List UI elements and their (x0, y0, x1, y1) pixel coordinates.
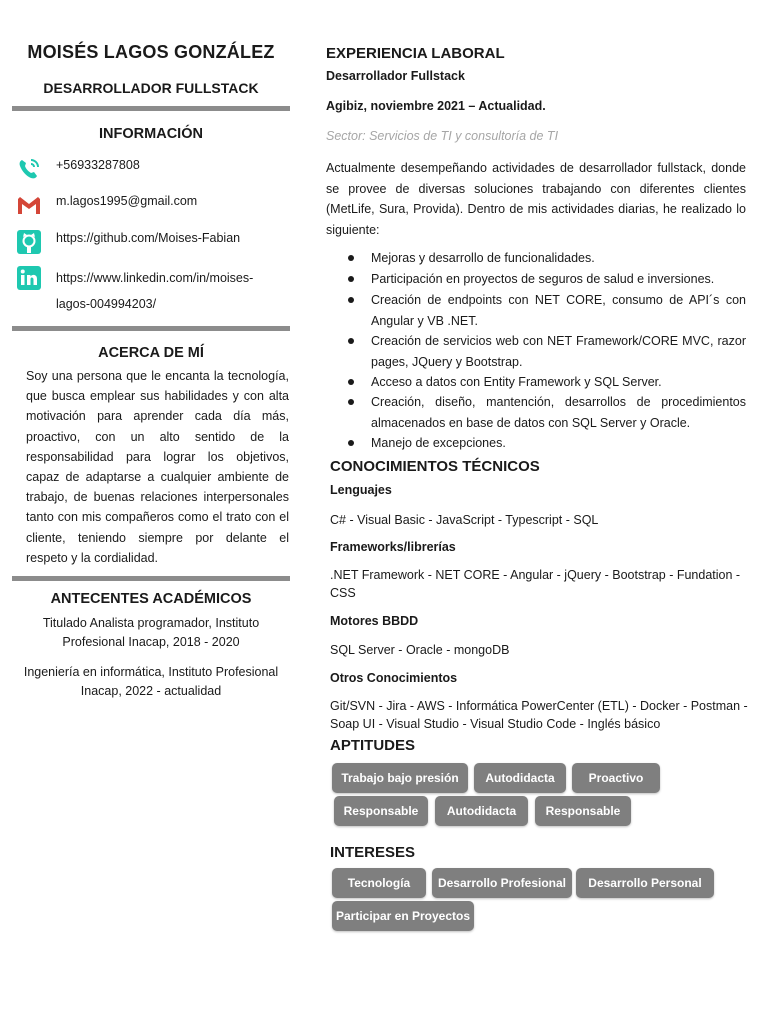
email-address[interactable]: m.lagos1995@gmail.com (56, 194, 198, 208)
db-label: Motores BBDD (330, 614, 419, 628)
experience-bullet: Mejoras y desarrollo de funcionalidades. (371, 251, 595, 265)
academic-title: ANTECENTES ACADÉMICOS (50, 591, 252, 607)
bullet-icon (348, 297, 354, 303)
experience-company: Agibiz, noviembre 2021 – Actualidad. (326, 99, 546, 113)
academic-item-2-line2: Inacap, 2022 - actualidad (80, 684, 222, 698)
academic-item-1-line2: Profesional Inacap, 2018 - 2020 (62, 635, 240, 649)
contact-github (16, 229, 286, 259)
frameworks-label: Frameworks/librerías (330, 540, 456, 554)
academic-item (12, 614, 290, 652)
candidate-role: DESARROLLADOR FULLSTACK (43, 80, 259, 96)
academic-item-2-line1: Ingeniería en informática, Instituto Profesional (23, 665, 279, 679)
gmail-icon (16, 192, 42, 218)
skills-title: CONOCIMIENTOS TÉCNICOS (330, 458, 540, 475)
experience-sector: Sector: Servicios de TI y consultoría de TI (326, 129, 559, 143)
candidate-name: MOISÉS LAGOS GONZÁLEZ (27, 42, 275, 62)
info-title: INFORMACIÓN (99, 126, 203, 142)
github-link[interactable]: https://github.com/Moises-Fabian (56, 231, 241, 245)
experience-bullet: Acceso a datos con Entity Framework y SQL Server. (371, 375, 662, 389)
bullet-icon (348, 379, 354, 385)
other-label: Otros Conocimientos (330, 671, 458, 685)
interest-chip: Tecnología (332, 868, 426, 898)
bullet-icon (348, 440, 354, 446)
academic-item (12, 663, 290, 701)
bullet-icon (348, 399, 354, 405)
interest-chip: Desarrollo Personal (576, 868, 714, 898)
aptitude-chip: Responsable (334, 796, 428, 826)
interest-chip: Desarrollo Profesional (432, 868, 572, 898)
aptitude-chip: Autodidacta (474, 763, 566, 793)
interests-title: INTERESES (330, 844, 416, 861)
bullet-icon (348, 338, 354, 344)
divider (12, 106, 290, 111)
db-list: SQL Server - Oracle - mongoDB (330, 643, 510, 657)
experience-bullet: Creación, diseño, mantención, desarrollos de procedimientos almacenados en base de datos con SQL Server y Oracle. (371, 395, 746, 430)
experience-bullet: Creación de endpoints con NET CORE, consumo de API´s con Angular y VB .NET. (371, 293, 746, 328)
aptitude-chip: Autodidacta (435, 796, 528, 826)
interest-chip: Participar en Proyectos (332, 901, 474, 931)
experience-bullet: Manejo de excepciones. (371, 436, 506, 450)
aptitudes-title: APTITUDES (330, 737, 416, 754)
linkedin-link[interactable] (56, 265, 282, 317)
experience-bullet: Participación en proyectos de seguros de salud e inversiones. (371, 272, 715, 286)
experience-title: EXPERIENCIA LABORAL (326, 45, 505, 62)
divider (12, 326, 290, 331)
phone-icon (16, 156, 42, 182)
frameworks-list: .NET Framework - NET CORE - Angular - jQuery - Bootstrap - Fundation - CSS (330, 568, 741, 600)
linkedin-link-line1: https://www.linkedin.com/in/moises- (56, 271, 254, 285)
linkedin-icon (16, 265, 42, 291)
languages-list: C# - Visual Basic - JavaScript - Typescript - SQL (330, 513, 599, 527)
linkedin-link-line2: lagos-004994203/ (56, 297, 157, 311)
other-list: Git/SVN - Jira - AWS - Informática PowerCenter (ETL) - Docker - Postman - Soap UI - Visual Studio - Visual Studio Code - Inglés básico (330, 699, 748, 731)
experience-intro: Actualmente desempeñando actividades de desarrollador fullstack, donde se provee de diversas soluciones trabajando con diferentes clientes (MetLife, Sura, Provida). Dentro de mis actividades diarias, he realizado lo siguiente: (326, 161, 746, 237)
contact-email (16, 192, 286, 222)
experience-bullet: Creación de servicios web con NET Framework/CORE MVC, razor pages, JQuery y Bootstrap. (371, 334, 746, 369)
about-title: ACERCA DE MÍ (98, 345, 204, 361)
contact-linkedin (16, 265, 286, 311)
about-text: Soy una persona que le encanta la tecnología, que busca emplear sus habilidades y con alta motivación para aprender cada día más, proactivo, con un alto sentido de la responsabilidad para lograr los objetivos, capaz de adaptarse a cualquier ambiente de trabajo, de buenas relaciones interpersonales tanto con mis compañeros como el trato con el cliente, teniendo siempre por delante el respeto y la cordialidad. (26, 369, 289, 565)
languages-label: Lenguajes (330, 483, 392, 497)
github-icon (16, 229, 42, 255)
aptitude-chip: Responsable (535, 796, 631, 826)
divider (12, 576, 290, 581)
experience-position: Desarrollador Fullstack (326, 69, 465, 83)
academic-item-1-line1: Titulado Analista programador, Instituto (42, 616, 260, 630)
phone-number[interactable]: +56933287808 (56, 158, 140, 172)
aptitude-chip: Trabajo bajo presión (332, 763, 468, 793)
aptitude-chip: Proactivo (572, 763, 660, 793)
bullet-icon (348, 255, 354, 261)
bullet-icon (348, 276, 354, 282)
contact-phone (16, 156, 286, 186)
